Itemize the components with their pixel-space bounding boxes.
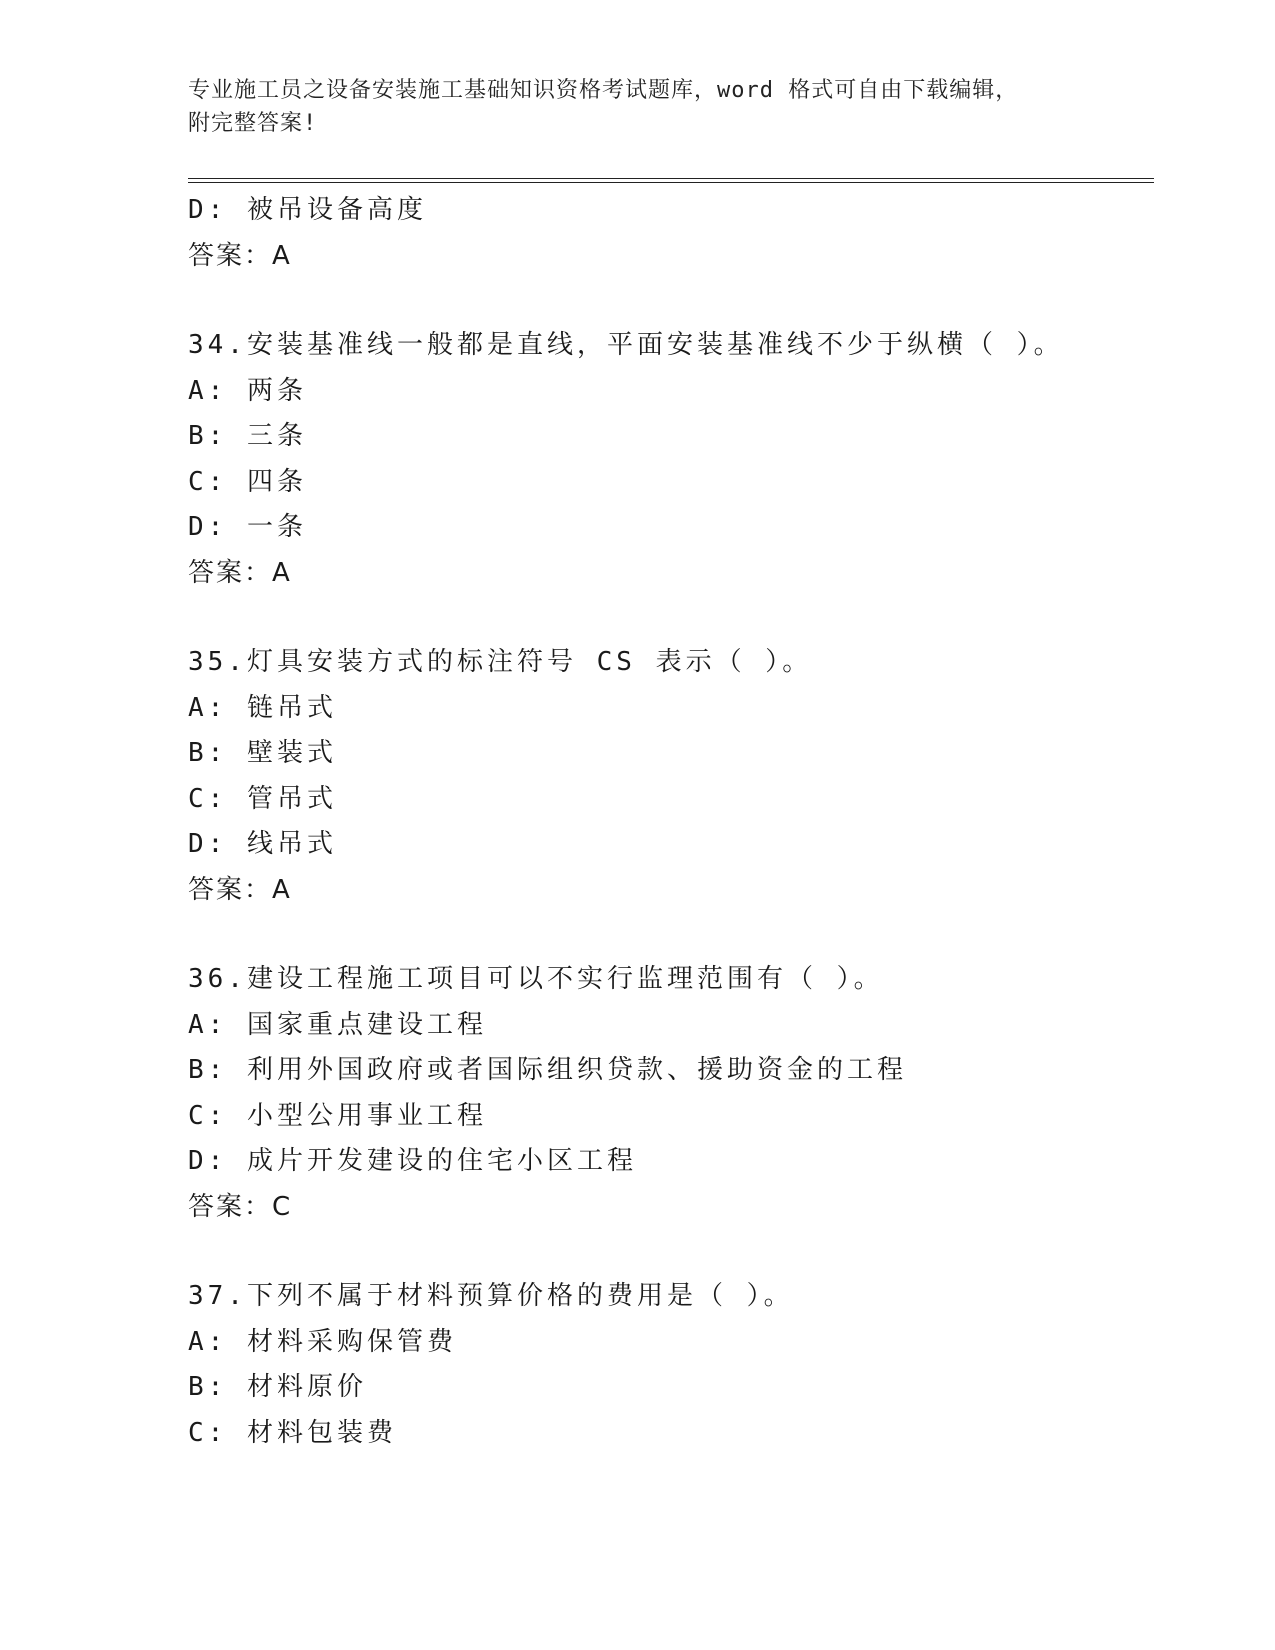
question-stem: 35.灯具安装方式的标注符号 CS 表示（ ）。	[188, 647, 813, 677]
question-36	[188, 957, 1148, 1230]
option-a: A: 链吊式	[188, 692, 337, 723]
option-c: C: 材料包装费	[188, 1417, 397, 1448]
question-stem: 37.下列不属于材料预算价格的费用是（ ）。	[188, 1281, 794, 1311]
question-stem: 36.建设工程施工项目可以不实行监理范围有（ ）。	[188, 964, 884, 994]
question-37	[188, 1274, 1148, 1456]
option-d: D: 一条	[188, 512, 307, 542]
option-b: B: 材料原价	[188, 1372, 367, 1402]
option-c: C: 四条	[188, 466, 307, 497]
question-list	[188, 188, 1148, 1456]
option-b: B: 三条	[188, 421, 307, 451]
option-b: B: 利用外国政府或者国际组织贷款、援助资金的工程	[188, 1055, 907, 1085]
option-a: A: 材料采购保管费	[188, 1326, 457, 1357]
option-c: C: 管吊式	[188, 783, 337, 814]
header-divider-top	[188, 178, 1154, 179]
question-35	[188, 640, 1148, 913]
header-line-2: 附完整答案!	[188, 111, 318, 136]
option-d: D: 成片开发建设的住宅小区工程	[188, 1146, 637, 1176]
answer-line: 答案：A	[188, 874, 292, 905]
option-a: A: 两条	[188, 375, 307, 406]
header-line-1: 专业施工员之设备安装施工基础知识资格考试题库，word 格式可自由下载编辑，	[188, 78, 1019, 103]
header-divider-bottom	[188, 182, 1154, 183]
option-d: D: 被吊设备高度	[188, 195, 427, 225]
answer-line: 答案：A	[188, 240, 292, 271]
option-a: A: 国家重点建设工程	[188, 1009, 487, 1040]
answer-line: 答案：A	[188, 557, 292, 588]
question-33-tail	[188, 188, 1148, 279]
option-b: B: 壁装式	[188, 738, 337, 768]
option-c: C: 小型公用事业工程	[188, 1100, 487, 1131]
option-d: D: 线吊式	[188, 829, 337, 859]
answer-line: 答案：C	[188, 1191, 293, 1222]
document-header	[188, 74, 1088, 140]
question-34	[188, 323, 1148, 596]
question-stem: 34.安装基准线一般都是直线，平面安装基准线不少于纵横（ ）。	[188, 330, 1064, 360]
